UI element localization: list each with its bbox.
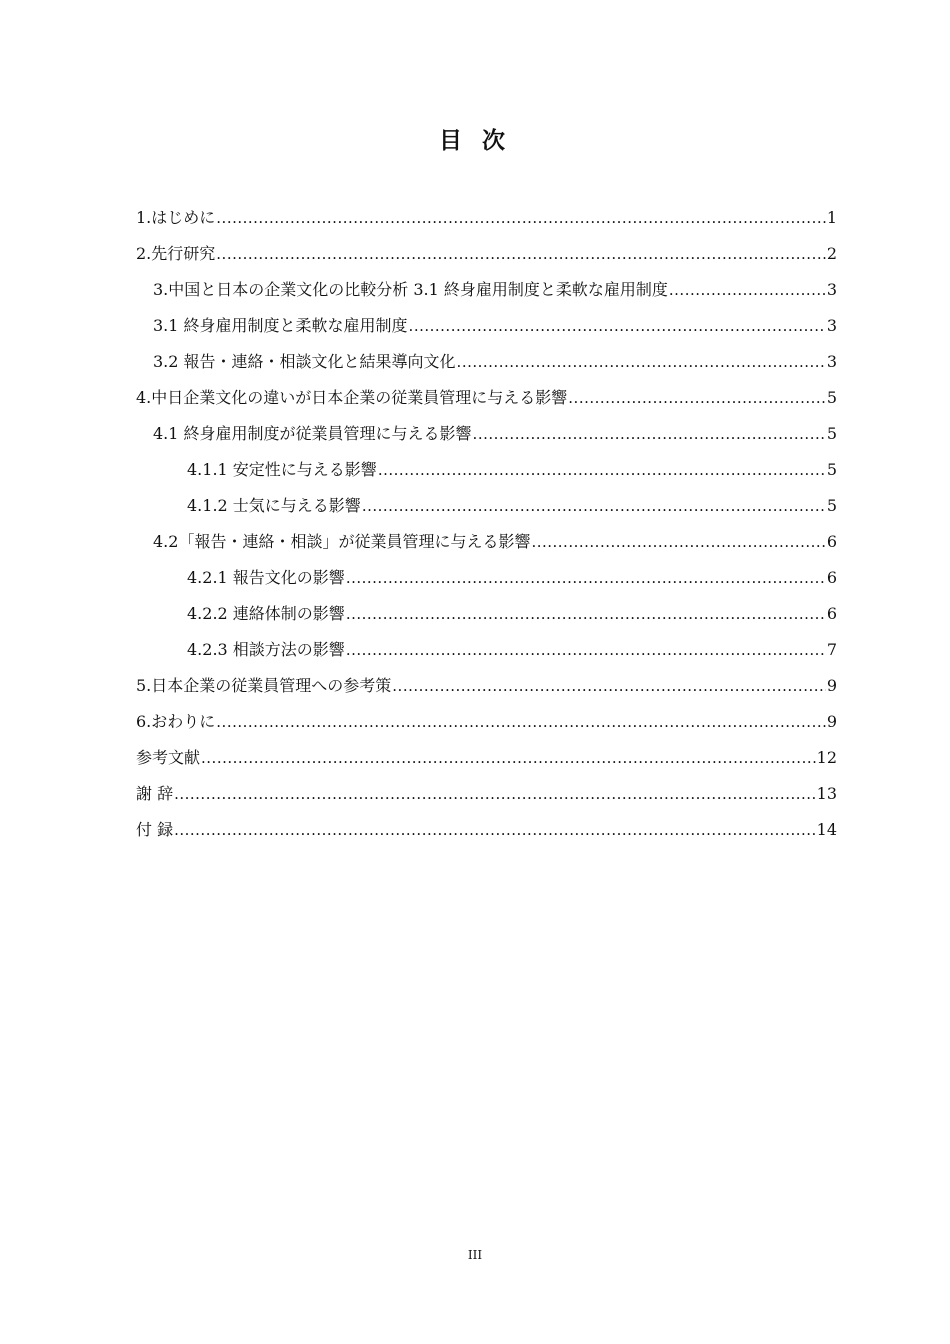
toc-entry-label: 1.はじめに bbox=[136, 208, 216, 227]
page-title: 目 次 bbox=[438, 128, 511, 154]
toc-entry-label: 3.中国と日本の企業文化の比較分析 3.1 終身雇用制度と柔軟な雇用制度 bbox=[153, 280, 668, 299]
toc-entry-conclusion[interactable] bbox=[136, 704, 837, 740]
toc-entry-4-2[interactable] bbox=[136, 524, 837, 560]
toc-entry-label: 参考文献 bbox=[136, 748, 201, 767]
toc-entry-appendix[interactable] bbox=[136, 812, 837, 848]
toc-entry-introduction[interactable] bbox=[136, 200, 837, 236]
table-of-contents bbox=[136, 200, 837, 848]
toc-entry-page: 2 bbox=[826, 244, 837, 263]
toc-entry-page: 9 bbox=[826, 676, 837, 695]
toc-entry-label: 付 録 bbox=[136, 820, 174, 839]
toc-entry-4-2-1[interactable] bbox=[136, 560, 837, 596]
dot-leader bbox=[216, 236, 826, 272]
dot-leader bbox=[669, 272, 826, 308]
toc-entry-label: 謝 辞 bbox=[136, 784, 174, 803]
toc-entry-label: 5.日本企業の従業員管理への参考策 bbox=[136, 676, 392, 695]
dot-leader bbox=[346, 632, 826, 668]
dot-leader bbox=[362, 488, 826, 524]
toc-entry-page: 12 bbox=[816, 748, 837, 767]
toc-entry-label: 3.1 終身雇用制度と柔軟な雇用制度 bbox=[153, 316, 408, 335]
toc-entry-label: 2.先行研究 bbox=[136, 244, 216, 263]
toc-entry-4-1-1[interactable] bbox=[136, 452, 837, 488]
toc-entry-label: 6.おわりに bbox=[136, 712, 216, 731]
dot-leader bbox=[531, 524, 825, 560]
dot-leader bbox=[473, 416, 826, 452]
toc-entry-page: 6 bbox=[826, 604, 837, 623]
toc-entry-page: 3 bbox=[826, 316, 837, 335]
toc-entry-acknowledgements[interactable] bbox=[136, 776, 837, 812]
dot-leader bbox=[201, 740, 816, 776]
dot-leader bbox=[409, 308, 826, 344]
toc-entry-page: 5 bbox=[826, 496, 837, 515]
dot-leader bbox=[346, 560, 826, 596]
toc-entry-chapter-3[interactable] bbox=[136, 272, 837, 308]
toc-entry-label: 4.1.2 士気に与える影響 bbox=[187, 496, 361, 515]
toc-entry-label: 4.2.1 報告文化の影響 bbox=[187, 568, 345, 587]
toc-entry-page: 9 bbox=[826, 712, 837, 731]
toc-entry-page: 1 bbox=[826, 208, 837, 227]
toc-entry-3-1[interactable] bbox=[136, 308, 837, 344]
toc-entry-chapter-4[interactable] bbox=[136, 380, 837, 416]
dot-leader bbox=[346, 596, 826, 632]
toc-entry-page: 3 bbox=[826, 280, 837, 299]
toc-entry-label: 3.2 報告・連絡・相談文化と結果導向文化 bbox=[153, 352, 456, 371]
toc-entry-4-2-3[interactable] bbox=[136, 632, 837, 668]
toc-entry-label: 4.中日企業文化の違いが日本企業の従業員管理に与える影響 bbox=[136, 388, 568, 407]
toc-entry-page: 7 bbox=[826, 640, 837, 659]
toc-entry-page: 5 bbox=[826, 424, 837, 443]
toc-entry-page: 5 bbox=[826, 460, 837, 479]
toc-entry-3-2[interactable] bbox=[136, 344, 837, 380]
dot-leader bbox=[457, 344, 826, 380]
dot-leader bbox=[392, 668, 826, 704]
toc-entry-label: 4.2「報告・連絡・相談」が従業員管理に与える影響 bbox=[153, 532, 531, 551]
toc-entry-page: 13 bbox=[816, 784, 837, 803]
toc-entry-references[interactable] bbox=[136, 740, 837, 776]
toc-entry-chapter-5[interactable] bbox=[136, 668, 837, 704]
toc-entry-label: 4.2.2 連絡体制の影響 bbox=[187, 604, 345, 623]
toc-entry-label: 4.1.1 安定性に与える影響 bbox=[187, 460, 377, 479]
dot-leader bbox=[174, 776, 816, 812]
toc-entry-4-1[interactable] bbox=[136, 416, 837, 452]
toc-entry-label: 4.2.3 相談方法の影響 bbox=[187, 640, 345, 659]
dot-leader bbox=[216, 704, 826, 740]
toc-entry-label: 4.1 終身雇用制度が従業員管理に与える影響 bbox=[153, 424, 472, 443]
toc-entry-page: 6 bbox=[826, 568, 837, 587]
dot-leader bbox=[174, 812, 816, 848]
dot-leader bbox=[568, 380, 826, 416]
page-number: III bbox=[467, 1248, 483, 1262]
dot-leader bbox=[216, 200, 826, 236]
toc-entry-page: 6 bbox=[826, 532, 837, 551]
toc-entry-4-2-2[interactable] bbox=[136, 596, 837, 632]
toc-entry-page: 14 bbox=[816, 820, 837, 839]
dot-leader bbox=[378, 452, 826, 488]
toc-entry-prior-research[interactable] bbox=[136, 236, 837, 272]
toc-entry-4-1-2[interactable] bbox=[136, 488, 837, 524]
toc-entry-page: 5 bbox=[826, 388, 837, 407]
toc-entry-page: 3 bbox=[826, 352, 837, 371]
